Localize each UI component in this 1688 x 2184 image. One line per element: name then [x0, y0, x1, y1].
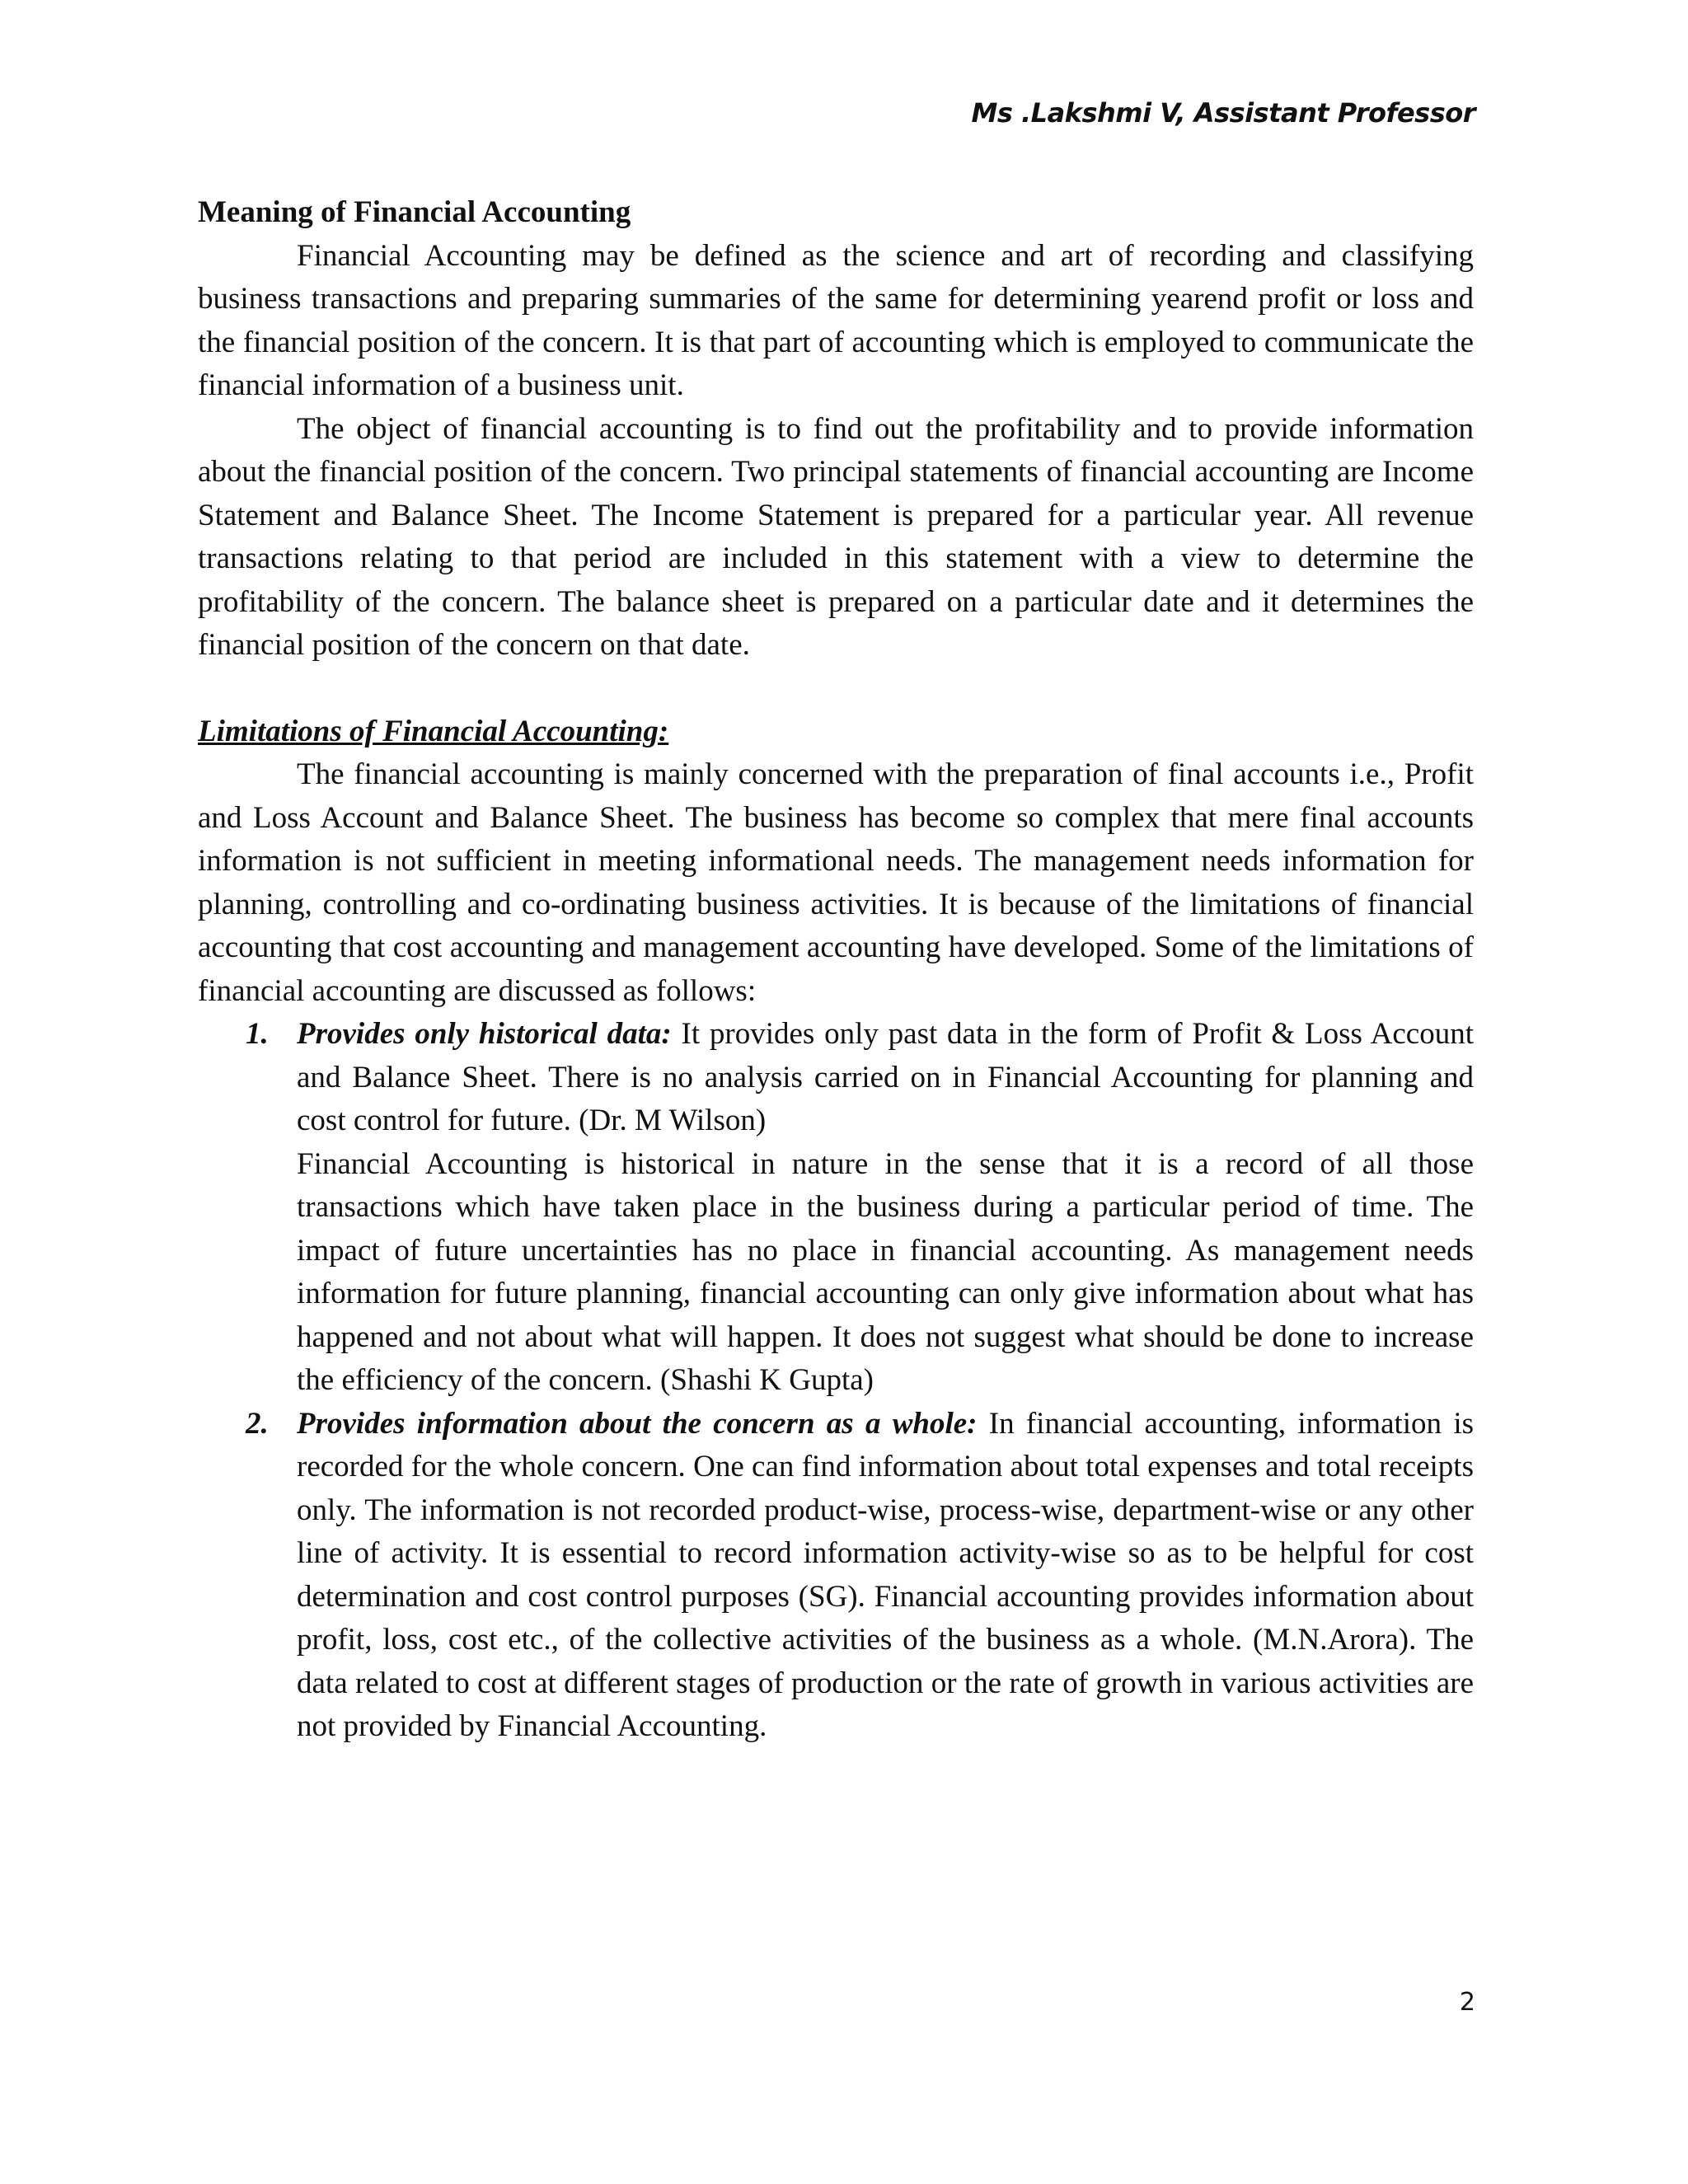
limitation-item-1-extra: Financial Accounting is historical in nature in the sense that it is a record of all those transactions which have taken place in the business during a particular period of time. The impact of future uncertainties has no place in financial accounting. As management needs information for future planning, financial accounting can only give information about what has happened and not about what will happen. It does not suggest what should be done to increase the efficiency of the concern. (Shashi K Gupta): [297, 1146, 1474, 1397]
limitation-item-1-term: Provides only historical data:: [297, 1017, 672, 1051]
page-header-author: Ms .Lakshmi V, Assistant Professor: [971, 97, 1475, 129]
limitation-item-2-term: Provides information about the concern as a whole:: [297, 1406, 978, 1441]
limitation-item-1-number: 1.: [246, 1017, 269, 1051]
meaning-paragraph-2: The object of financial accounting is to find out the profitability and to provide information about the financial position of the concern. Two principal statements of financial accounting are Income Statement and Balance Sheet. The Income Statement is prepared for a particular year. All revenue transactions relating to that period are included in this statement with a view to determine the profitability of the concern. The balance sheet is prepared on a particular date and it determines the financial position of the concern on that date.: [198, 411, 1474, 662]
meaning-paragraph-1: Financial Accounting may be defined as the science and art of recording and classifying business transactions and preparing summaries of the same for determining yearend profit or loss and the financial position of the concern. It is that part of accounting which is employed to communicate the financial information of a business unit.: [198, 238, 1474, 402]
page-content: [198, 191, 1474, 1749]
limitation-item-2-body: [297, 1403, 1474, 1749]
limitation-item-1-body: [297, 1013, 1474, 1143]
page-number: 2: [1459, 1988, 1475, 2017]
limitation-item-1-text: It provides only past data in the form of Profit & Loss Account and Balance Sheet. There is no analysis carried on in Financial Accounting for planning and cost control for future. (Dr. M Wilson): [297, 1017, 1474, 1137]
limitation-item-2: [198, 1403, 1474, 1749]
limitations-list: [198, 1013, 1474, 1749]
limitations-intro: The financial accounting is mainly concerned with the preparation of final accounts i.e., Profit and Loss Account and Balance Sheet. The business has become so complex that mere final accounts information is not sufficient in meeting informational needs. The management needs information for planning, controlling and co-ordinating business activities. It is because of the limitations of financial accounting that cost accounting and management accounting have developed. Some of the limitations of financial accounting are discussed as follows:: [198, 757, 1474, 1008]
limitation-item-2-number: 2.: [246, 1406, 269, 1441]
limitations-heading: Limitations of Financial Accounting:: [198, 714, 669, 748]
limitation-item-2-text: In financial accounting, information is recorded for the whole concern. One can find information about total expenses and total receipts only. The information is not recorded product-wise, process-wise, department-wise or any other line of activity. It is essential to record information activity-wise so as to be helpful for cost determination and cost control purposes (SG). Financial accounting provides information about profit, loss, cost etc., of the collective activities of the business as a whole. (M.N.Arora). The data related to cost at different stages of production or the rate of growth in various activities are not provided by Financial Accounting.: [297, 1406, 1474, 1743]
limitation-item-1: [198, 1013, 1474, 1403]
meaning-heading: Meaning of Financial Accounting: [198, 195, 631, 229]
